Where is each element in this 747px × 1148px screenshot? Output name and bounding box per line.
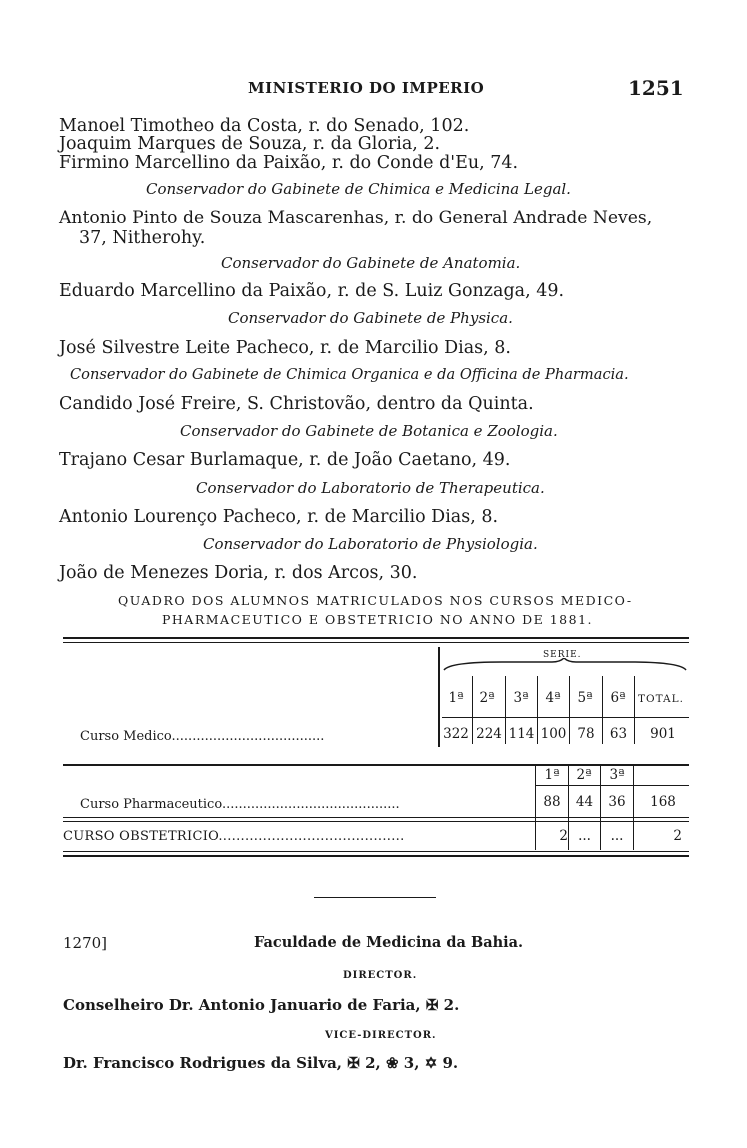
medico-value-3: 114 bbox=[508, 726, 535, 742]
leader-dots: ..................................... bbox=[171, 729, 325, 744]
col-sep bbox=[535, 822, 536, 850]
medico-total-label: TOTAL. bbox=[638, 693, 684, 705]
entry-9: Antonio Lourenço Pacheco, r. de Marcilio Dias, 8. bbox=[59, 507, 499, 527]
pharma-total: 168 bbox=[650, 794, 676, 810]
entry-4: Antonio Pinto de Souza Mascarenhas, r. do General Andrade Neves, bbox=[59, 208, 653, 228]
table-top-rule bbox=[63, 637, 689, 639]
medico-total: 901 bbox=[650, 726, 676, 742]
entry-8: Trajano Cesar Burlamaque, r. de João Caetano, 49. bbox=[59, 450, 511, 470]
entry-3: Firmino Marcellino da Paixão, r. do Conde d'Eu, 74. bbox=[59, 153, 519, 173]
pharma-value-3: 36 bbox=[608, 794, 626, 810]
running-head: MINISTERIO DO IMPERIO bbox=[248, 79, 485, 97]
medico-header-6: 6ª bbox=[610, 690, 626, 706]
entry-6: José Silvestre Leite Pacheco, r. de Marcilio Dias, 8. bbox=[59, 338, 511, 358]
medico-value-5: 78 bbox=[577, 726, 595, 742]
vice-director-name: Dr. Francisco Rodrigues da Silva, bbox=[63, 1054, 343, 1072]
medico-label-text: Curso Medico bbox=[80, 729, 172, 744]
entry-4-cont: 37, Nitherohy. bbox=[79, 228, 206, 248]
serie-label: SERIE. bbox=[543, 650, 582, 660]
obstetricio-label bbox=[63, 829, 405, 844]
pharma-bottom-rule-2 bbox=[63, 821, 689, 822]
obstetricio-value-2: ... bbox=[578, 828, 591, 844]
entry-7: Candido José Freire, S. Christovão, dentro da Quinta. bbox=[59, 394, 534, 414]
pharma-header-underline bbox=[535, 785, 689, 786]
medico-header-4: 4ª bbox=[545, 690, 561, 706]
medico-bottom-rule bbox=[63, 764, 689, 766]
pharma-label bbox=[80, 797, 400, 812]
table-top-rule-2 bbox=[63, 642, 689, 643]
leader-dots: ........................................... bbox=[221, 797, 400, 812]
leader-dots: .......................................... bbox=[218, 829, 405, 844]
vice-director-line bbox=[63, 1054, 458, 1072]
medico-header-5: 5ª bbox=[577, 690, 593, 706]
pharma-header-3: 3ª bbox=[609, 767, 625, 783]
serie-brace bbox=[442, 658, 692, 672]
quadro-line-1: QUADRO DOS ALUMNOS MATRICULADOS NOS CURSOS MEDICO- bbox=[118, 593, 633, 608]
heading-anatomia: Conservador do Gabinete de Anatomia. bbox=[221, 254, 521, 272]
medico-value-2: 224 bbox=[476, 726, 502, 742]
entry-2: Joaquim Marques de Souza, r. da Gloria, 2. bbox=[59, 134, 441, 154]
col-sep bbox=[600, 822, 601, 850]
heading-physiologia: Conservador do Laboratorio de Physiologia. bbox=[203, 535, 538, 553]
table-bottom-rule-2 bbox=[63, 855, 689, 857]
entry-10: João de Menezes Doria, r. dos Arcos, 30. bbox=[59, 563, 418, 583]
heading-physica: Conservador do Gabinete de Physica. bbox=[228, 309, 513, 327]
order-cross-icon: ✠ bbox=[425, 996, 439, 1014]
medico-value-1: 322 bbox=[443, 726, 469, 742]
pharma-label-text: Curso Pharmaceutico bbox=[80, 797, 222, 812]
obstetricio-value-3: ... bbox=[610, 828, 624, 844]
obstetricio-label-text: CURSO OBSTETRICIO bbox=[63, 829, 219, 844]
section-separator bbox=[314, 897, 436, 898]
order-cross-icon: ✠ bbox=[347, 1054, 360, 1072]
heading-botanica: Conservador do Gabinete de Botanica e Zoologia. bbox=[180, 422, 558, 440]
director-line bbox=[63, 996, 459, 1014]
medico-value-6: 63 bbox=[609, 726, 628, 742]
table-bottom-rule bbox=[63, 851, 689, 852]
pharma-header-1: 1ª bbox=[544, 767, 560, 783]
entry-1: Manoel Timotheo da Costa, r. do Senado, 102. bbox=[59, 116, 470, 136]
entry-5: Eduardo Marcellino da Paixão, r. de S. Luiz Gonzaga, 49. bbox=[59, 281, 565, 301]
pharma-value-2: 44 bbox=[575, 794, 594, 810]
col-sep bbox=[568, 822, 569, 850]
obstetricio-value-1: 2 bbox=[559, 828, 568, 844]
vice-honour-2: 3, bbox=[403, 1054, 420, 1072]
heading-organica: Conservador do Gabinete de Chimica Organica e da Officina de Pharmacia. bbox=[70, 366, 629, 383]
director-label: DIRECTOR. bbox=[343, 970, 418, 981]
heading-chimica-legal: Conservador do Gabinete de Chimica e Medicina Legal. bbox=[146, 180, 571, 198]
pharma-value-1: 88 bbox=[543, 794, 561, 810]
medico-label bbox=[80, 729, 324, 744]
medico-header-3: 3ª bbox=[513, 690, 529, 706]
medico-header-2: 2ª bbox=[479, 690, 495, 706]
bahia-ref: 1270] bbox=[63, 934, 108, 952]
page-number: 1251 bbox=[628, 76, 684, 100]
heading-therapeutica: Conservador do Laboratorio de Therapeutica. bbox=[196, 479, 545, 497]
medico-value-4: 100 bbox=[540, 726, 567, 742]
col-sep bbox=[633, 822, 634, 850]
medico-header-1: 1ª bbox=[448, 690, 464, 706]
bahia-title: Faculdade de Medicina da Bahia. bbox=[254, 934, 524, 951]
col-sep bbox=[633, 766, 634, 828]
vice-honour-1: 2, bbox=[365, 1054, 381, 1072]
pharma-bottom-rule bbox=[63, 817, 689, 818]
col-sep bbox=[634, 676, 635, 744]
vice-honour-3: 9. bbox=[442, 1054, 459, 1072]
quadro-line-2: PHARMACEUTICO E OBSTETRICIO NO ANNO DE 1881. bbox=[162, 612, 594, 627]
vice-director-label: VICE-DIRECTOR. bbox=[325, 1030, 437, 1041]
director-name: Conselheiro Dr. Antonio Januario de Faria, bbox=[63, 996, 421, 1014]
star-order-icon: ✡ bbox=[424, 1054, 438, 1072]
obstetricio-total: 2 bbox=[673, 828, 682, 844]
director-honours: 2. bbox=[443, 996, 460, 1014]
header-underline bbox=[442, 717, 689, 718]
pharma-header-2: 2ª bbox=[576, 767, 592, 783]
rose-order-icon: ❀ bbox=[385, 1054, 399, 1072]
